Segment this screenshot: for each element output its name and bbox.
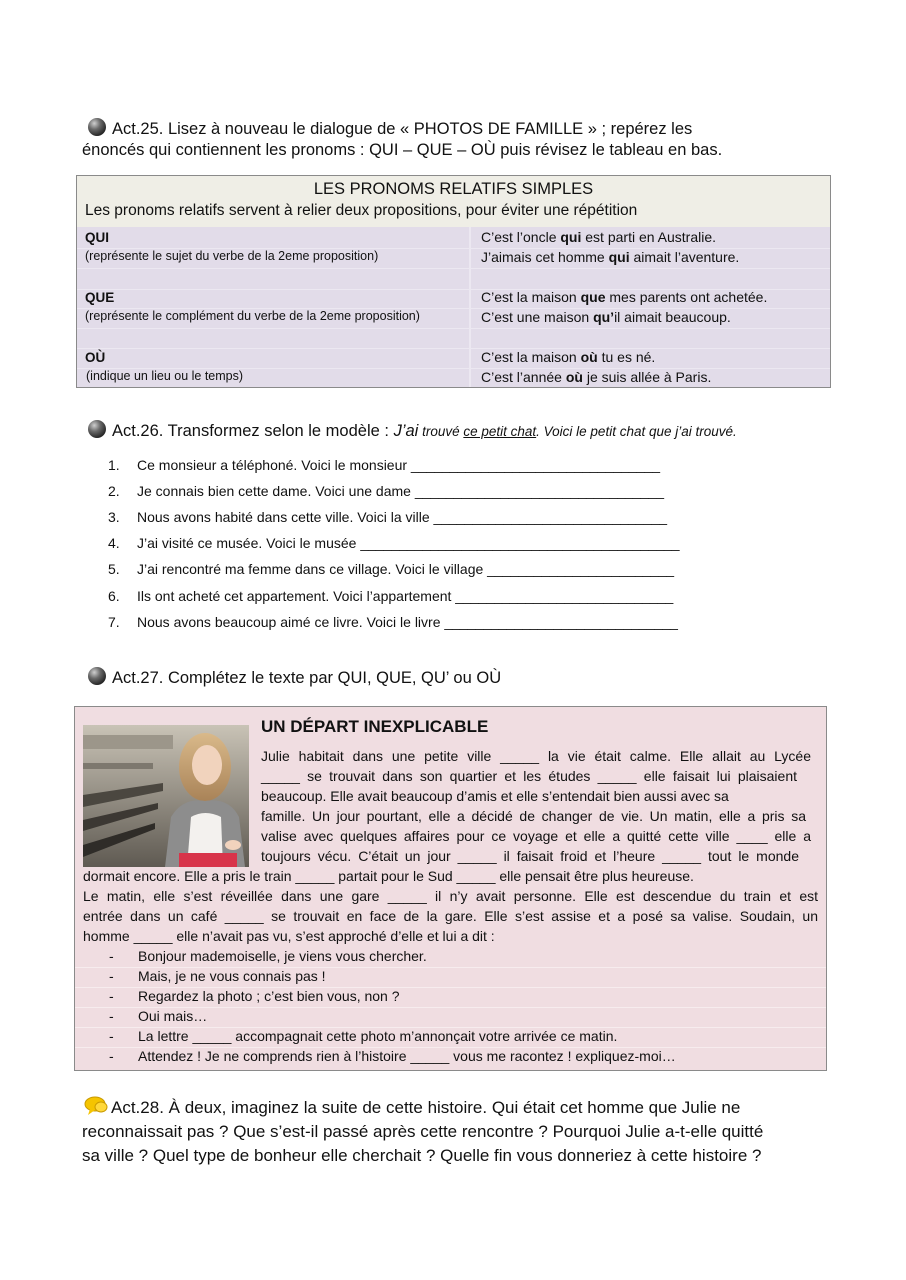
story-line: Le matin, elle s’est réveillée dans une gare _____ il n’y avait personne. Elle est descendue du train et est — [83, 888, 818, 904]
exercise-item: 5. J’ai rencontré ma femme dans ce village. Voici le village ________________________ — [108, 561, 675, 577]
pronoun-example: C’est la maison où tu es né. — [481, 349, 656, 365]
table-title: LES PRONOMS RELATIFS SIMPLES — [313, 180, 594, 198]
disc-icon — [88, 420, 106, 438]
act25-heading-line2: énoncés qui contiennent les pronoms : QUI – QUE – OÙ puis révisez le tableau en bas. — [82, 141, 723, 159]
table-body — [77, 227, 830, 387]
act26-heading: Act.26. Transformez selon le modèle : J’ai trouvé ce petit chat. Voici le petit chat que j’ai trouvé. — [88, 420, 737, 441]
act25-heading: Act.25. Lisez à nouveau le dialogue de « PHOTOS DE FAMILLE » ; repérez les — [88, 118, 692, 140]
story-line: famille. Un jour pourtant, elle a décidé de changer de vie. Un matin, elle a pris sa — [261, 808, 806, 824]
act28-line: reconnaissait pas ? Que s’est-il passé après cette rencontre ? Pourquoi Julie a-t-elle quitté — [82, 1122, 764, 1141]
exercise-item: 6. Ils ont acheté cet appartement. Voici l’appartement ____________________________ — [108, 588, 674, 604]
dialogue-line: - Bonjour mademoiselle, je viens vous chercher. — [109, 948, 427, 964]
speech-bubble-icon — [84, 1096, 108, 1121]
story-line: entrée dans un café _____ se trouvait en face de la gare. Elle s’est assise et a posé sa valise. Soudain, un — [83, 908, 818, 924]
pronoun-description: (représente le sujet du verbe de la 2eme proposition) — [85, 249, 379, 263]
exercise-item: 2. Je connais bien cette dame. Voici une dame ________________________________ — [108, 483, 664, 499]
exercise-item: 7. Nous avons beaucoup aimé ce livre. Voici le livre ______________________________ — [108, 614, 678, 630]
pronoun-term: OÙ — [85, 350, 106, 365]
story-line: beaucoup. Elle avait beaucoup d’amis et elle s’entendait bien aussi avec sa — [261, 788, 729, 804]
exercise-item: 4. J’ai visité ce musée. Voici le musée _________________________________________ — [108, 535, 680, 551]
story-line: toujours vécu. C’était un jour _____ il faisait froid et l’heure _____ tout le monde — [261, 848, 799, 864]
act28-line: Act.28. À deux, imaginez la suite de cette histoire. Qui était cet homme que Julie ne — [111, 1098, 741, 1117]
pronoun-example: J’aimais cet homme qui aimait l’aventure. — [481, 249, 740, 265]
story-line: _____ se trouvait dans son quartier et les études _____ elle faisait lui plaisaient — [261, 768, 797, 784]
dialogue-line: - Mais, je ne vous connais pas ! — [109, 968, 326, 984]
story-line: dormait encore. Elle a pris le train _____ partait pour le Sud _____ elle pensait être plus heureuse. — [83, 868, 694, 884]
dialogue-line: - Oui mais… — [109, 1008, 208, 1024]
pronoun-example: C’est l’oncle qui est parti en Australie. — [481, 229, 717, 245]
table-header — [77, 176, 830, 227]
story-title: UN DÉPART INEXPLICABLE — [261, 717, 489, 736]
story-box — [74, 706, 827, 1071]
disc-icon — [88, 118, 106, 136]
pronoun-example: C’est une maison qu’il aimait beaucoup. — [481, 309, 731, 325]
pronoun-description: (représente le complément du verbe de la 2eme proposition) — [85, 309, 420, 323]
table-subtitle: Les pronoms relatifs servent à relier deux propositions, pour éviter une répétition — [85, 202, 638, 219]
dialogue-line: - Attendez ! Je ne comprends rien à l’histoire _____ vous me racontez ! expliquez-moi… — [109, 1048, 676, 1064]
dialogue-line: - La lettre _____ accompagnait cette photo m’annonçait votre arrivée ce matin. — [109, 1028, 618, 1044]
disc-icon — [88, 667, 106, 685]
story-line: homme _____ elle n’avait pas vu, s’est approché d’elle et lui a dit : — [83, 928, 495, 944]
act28-line: sa ville ? Quel type de bonheur elle cherchait ? Quelle fin vous donneriez à cette histoire ? — [82, 1146, 762, 1165]
pronoun-term: QUI — [85, 230, 110, 245]
pronoun-example: C’est l’année où je suis allée à Paris. — [481, 369, 712, 385]
story-line: Julie habitait dans une petite ville _____ la vie était calme. Elle allait au Lycée — [261, 748, 811, 764]
woman-at-station-photo — [83, 725, 249, 867]
pronouns-table — [76, 175, 831, 388]
story-line: valise avec quelques affaires pour ce voyage et elle a quitté cette ville ____ elle a — [261, 828, 811, 844]
pronoun-description: (indique un lieu ou le temps) — [86, 369, 244, 383]
act27-heading: Act.27. Complétez le texte par QUI, QUE, QU’ ou OÙ — [88, 667, 501, 689]
dialogue-line: - Regardez la photo ; c’est bien vous, non ? — [109, 988, 400, 1004]
pronoun-example: C’est la maison que mes parents ont achetée. — [481, 289, 768, 305]
exercise-item: 1. Ce monsieur a téléphoné. Voici le monsieur ________________________________ — [108, 457, 661, 473]
pronoun-term: QUE — [85, 290, 115, 305]
exercise-item: 3. Nous avons habité dans cette ville. Voici la ville ______________________________ — [108, 509, 668, 525]
